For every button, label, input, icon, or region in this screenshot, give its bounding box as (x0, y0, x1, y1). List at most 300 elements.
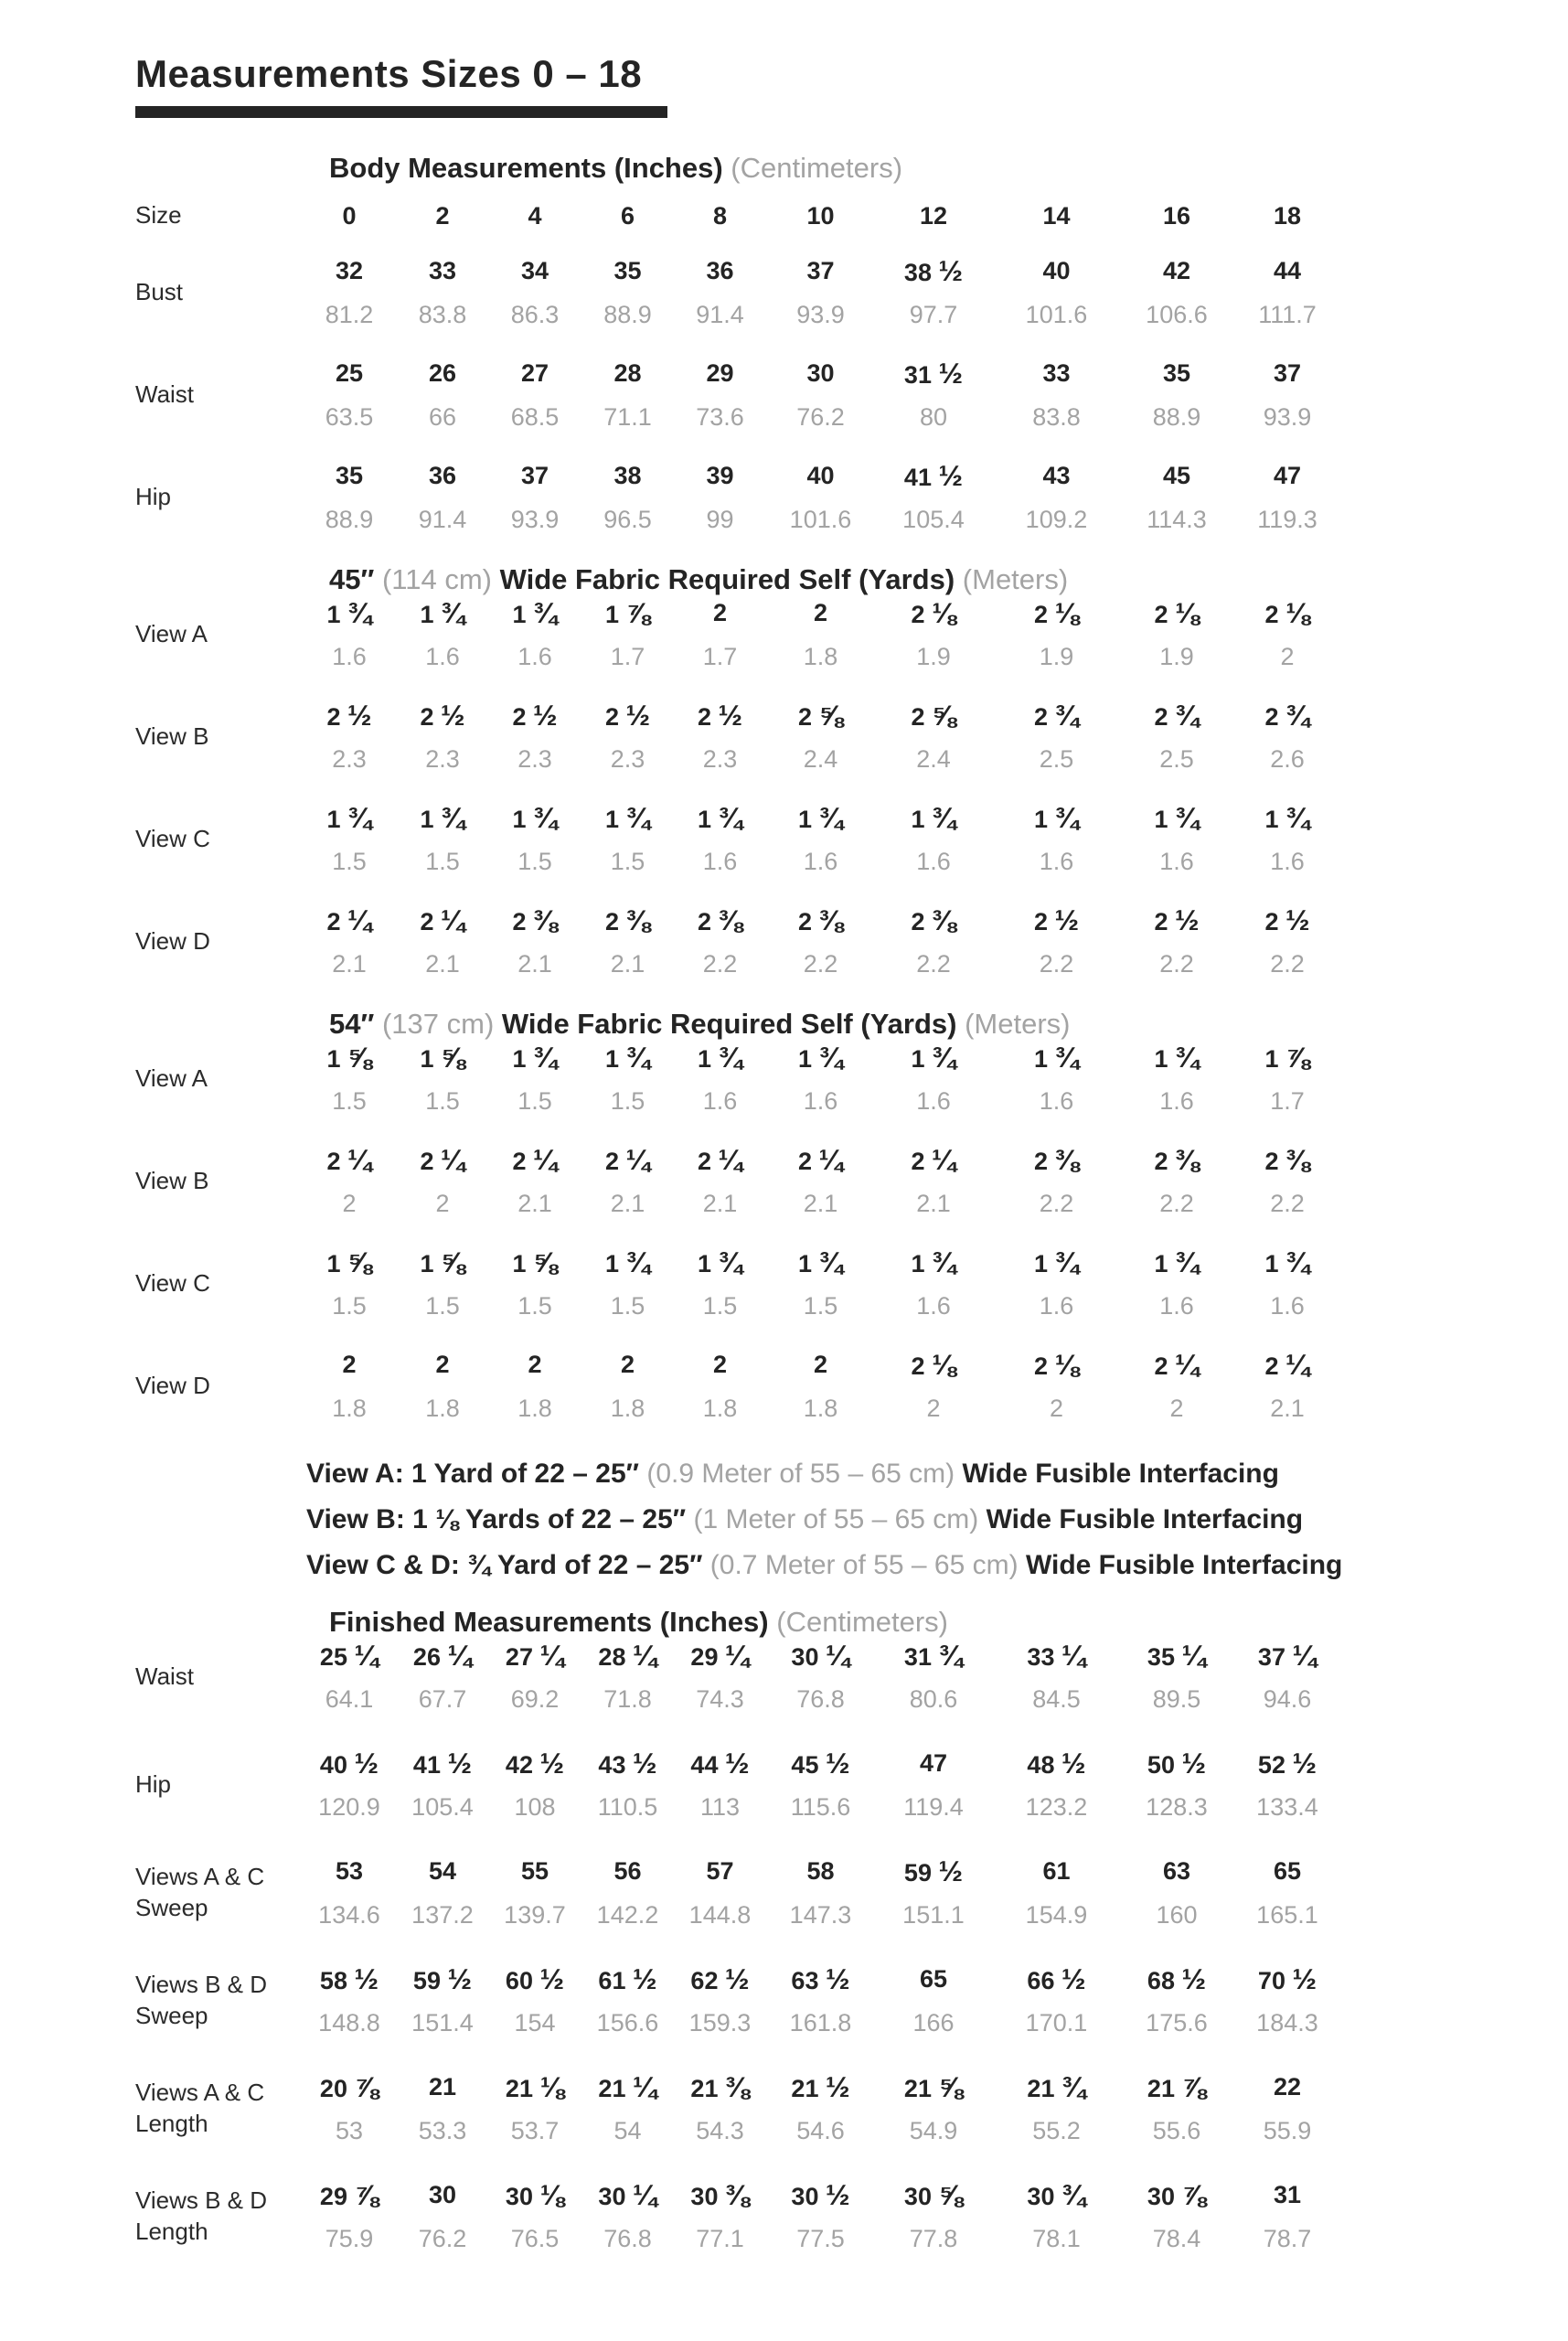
value-cell: 71.1 (603, 403, 652, 432)
value-cell: 2 ¼ (797, 1143, 844, 1177)
value-cell: 2.6 (1270, 745, 1305, 774)
yards-values (302, 1144, 1342, 1177)
size-values (302, 200, 1342, 231)
value-cell: 47 (1273, 462, 1302, 490)
value-cell: 2 (813, 1351, 828, 1379)
value-cell: 26 (428, 359, 457, 388)
value-cell: 74.3 (696, 1685, 744, 1714)
value-cell: 2 ⅛ (1033, 1348, 1080, 1382)
value-cell: 101.6 (1025, 301, 1088, 329)
value-cell: 2.1 (702, 1190, 738, 1218)
value-cell: 65 (1273, 1857, 1302, 1886)
value-cell: 2 ⅜ (697, 903, 743, 937)
value-cell: 2.3 (425, 745, 460, 774)
cm-values (302, 401, 1342, 433)
value-cell: 2 ¾ (1033, 699, 1080, 732)
value-cell: 2 (435, 1190, 450, 1218)
value-cell: 2.2 (916, 950, 951, 978)
value-cell: 78.4 (1152, 2225, 1201, 2253)
value-cell: 1.6 (702, 1087, 738, 1116)
value-cell: 41 ½ (412, 1747, 473, 1780)
value-cell: 59 ½ (412, 1962, 473, 1996)
value-cell: 37 (806, 257, 835, 285)
value-cell: 1 ¾ (326, 801, 372, 835)
value-cell: 76.2 (796, 403, 845, 432)
value-cell: 28 (613, 359, 642, 388)
value-cell: 1.5 (803, 1292, 838, 1320)
value-cell: 1 ¾ (1154, 801, 1200, 835)
value-cell: 58 ½ (319, 1962, 379, 1996)
value-cell: 2 (342, 1190, 357, 1218)
value-cell: 1 ¾ (1154, 1245, 1200, 1279)
value-cell: 42 ½ (505, 1747, 565, 1780)
value-cell: 108 (514, 1793, 556, 1822)
heading-muted: (Centimeters) (776, 1606, 949, 1639)
value-cell: 1.6 (425, 643, 460, 671)
value-cell: 1 ¾ (1033, 1041, 1080, 1074)
yards-values (302, 1246, 1342, 1279)
heading-size: 54″ (329, 1008, 375, 1041)
value-cell: 2 ⅛ (911, 596, 956, 630)
value-cell: 68.5 (510, 403, 560, 432)
value-cell: 41 ½ (903, 459, 964, 493)
value-cell: 93.9 (796, 301, 845, 329)
value-cell: 109.2 (1025, 506, 1088, 534)
row-label: View C (135, 1269, 210, 1298)
table-row-view-b (135, 700, 1568, 775)
value-cell: 36 (706, 257, 734, 285)
value-cell: 151.4 (411, 2009, 474, 2037)
value-cell: 160 (1156, 1901, 1198, 1929)
value-cell: 1 ¾ (1154, 1041, 1200, 1074)
value-cell: 56 (613, 1857, 642, 1886)
value-cell: 114.3 (1147, 506, 1207, 534)
value-cell: 2 (620, 1351, 635, 1379)
value-cell: 137.2 (411, 1901, 474, 1929)
value-cell: 2 ⅜ (1154, 1143, 1200, 1177)
value-cell: 110.5 (597, 1793, 658, 1822)
value-cell: 120.9 (318, 1793, 380, 1822)
value-cell: 91.4 (418, 506, 467, 534)
value-cell: 2 (1280, 643, 1295, 671)
value-cell: 30 ¼ (598, 2178, 657, 2212)
value-cell: 21 ⅛ (505, 2070, 565, 2104)
value-cell: 1 ¾ (911, 1041, 956, 1074)
value-cell: 2 ¼ (1154, 1348, 1200, 1382)
value-cell: 77.1 (696, 2225, 744, 2253)
row-label: Waist (135, 1662, 195, 1691)
value-cell: 2 ⅜ (911, 903, 956, 937)
value-cell: 1 ¾ (512, 801, 558, 835)
heading-muted: (Meters) (962, 563, 1069, 596)
note-view-c-d: View C & D: ¾ Yard of 22 – 25″ (0.7 Meter of 55 – 65 cm) Wide Fusible Interfacing (306, 1550, 1343, 1581)
value-cell: 61 ½ (598, 1962, 657, 1996)
value-cell: 8 (712, 202, 728, 230)
note-view-a: View A: 1 Yard of 22 – 25″ (0.9 Meter of 55 – 65 cm) Wide Fusible Interfacing (306, 1459, 1279, 1490)
row-label: Bust (135, 278, 184, 306)
value-cell: 16 (1162, 202, 1191, 230)
value-cell: 2 ½ (697, 699, 743, 732)
value-cell: 165.1 (1256, 1901, 1318, 1929)
value-cell: 1.6 (702, 848, 738, 876)
row-label: Hip (135, 483, 172, 511)
value-cell: 1.5 (332, 848, 367, 876)
table-row-bust (135, 255, 1568, 330)
value-cell: 55 (520, 1857, 549, 1886)
table-row-view-c (135, 802, 1568, 877)
value-cell: 1.6 (1039, 1292, 1074, 1320)
value-cell: 29 ⅞ (319, 2178, 379, 2212)
value-cell: 88.9 (325, 506, 374, 534)
value-cell: 50 ½ (1147, 1747, 1207, 1780)
value-cell: 1.6 (1270, 1292, 1305, 1320)
value-cell: 36 (428, 462, 457, 490)
value-cell: 21 ¼ (598, 2070, 657, 2104)
yards-values (302, 700, 1342, 732)
table-row-view-a (135, 597, 1568, 672)
heading-size-cm: (114 cm) (381, 563, 492, 596)
value-cell: 2.1 (517, 1190, 552, 1218)
heading-size-cm: (137 cm) (381, 1008, 495, 1041)
value-cell: 30 ⅛ (505, 2178, 565, 2212)
value-cell: 64.1 (325, 1685, 374, 1714)
value-cell: 43 (1042, 462, 1071, 490)
inches-values (302, 460, 1342, 493)
value-cell: 1.9 (1159, 643, 1194, 671)
value-cell: 154 (514, 2009, 556, 2037)
value-cell: 58 (806, 1857, 835, 1886)
value-cell: 37 (520, 462, 549, 490)
page-title: Measurements Sizes 0 – 18 (135, 52, 643, 95)
row-label: Views B & D Sweep (135, 1971, 268, 2030)
value-cell: 1 ¾ (1033, 801, 1080, 835)
value-cell: 2.1 (803, 1190, 838, 1218)
value-cell: 1.5 (332, 1292, 367, 1320)
meters-values (302, 1085, 1342, 1117)
value-cell: 81.2 (325, 301, 374, 329)
value-cell: 10 (806, 202, 835, 230)
value-cell: 1 ¾ (326, 596, 372, 630)
value-cell: 30 ⅞ (1147, 2178, 1207, 2212)
value-cell: 44 (1273, 257, 1302, 285)
value-cell: 70 ½ (1257, 1962, 1317, 1996)
value-cell: 2 (528, 1351, 542, 1379)
value-cell: 80 (919, 403, 948, 432)
value-cell: 2 ⅛ (1154, 596, 1200, 630)
value-cell: 1.6 (1270, 848, 1305, 876)
value-cell: 78.7 (1263, 2225, 1312, 2253)
value-cell: 1.5 (425, 848, 460, 876)
fabric-54-heading (329, 1007, 1568, 1042)
meters-values (302, 1188, 1342, 1219)
value-cell: 35 (335, 462, 364, 490)
value-cell: 67.7 (418, 1685, 467, 1714)
meters-values (302, 641, 1342, 672)
value-cell: 32 (335, 257, 364, 285)
value-cell: 2 ½ (420, 699, 465, 732)
value-cell: 83.8 (1032, 403, 1081, 432)
value-cell: 2 ⅛ (1033, 596, 1080, 630)
value-cell: 30 ⅝ (903, 2178, 964, 2212)
value-cell: 73.6 (696, 403, 744, 432)
value-cell: 38 (613, 462, 642, 490)
value-cell: 30 ⅜ (690, 2178, 750, 2212)
table-row-ac-sweep (135, 1855, 1568, 1930)
value-cell: 2.2 (702, 950, 738, 978)
heading-main: Finished Measurements (Inches) (329, 1606, 769, 1639)
table-row-waist (135, 358, 1568, 433)
value-cell: 45 ½ (791, 1747, 850, 1780)
heading-main: Wide Fabric Required Self (Yards) (499, 563, 955, 596)
value-cell: 2.4 (916, 745, 951, 774)
row-label: Views A & C Sweep (135, 1863, 265, 1922)
row-label: Views A & C Length (135, 2079, 265, 2138)
value-cell: 2 ½ (1264, 903, 1310, 937)
value-cell: 1.6 (517, 643, 552, 671)
value-cell: 1.6 (916, 1087, 951, 1116)
value-cell: 53.7 (510, 2117, 560, 2145)
value-cell: 75.9 (325, 2225, 374, 2253)
value-cell: 28 ¼ (598, 1639, 657, 1673)
value-cell: 2.4 (803, 745, 838, 774)
value-cell: 1 ¾ (604, 801, 651, 835)
cm-values (302, 2223, 1342, 2254)
value-cell: 2 ⅜ (1264, 1143, 1310, 1177)
value-cell: 133.4 (1256, 1793, 1318, 1822)
value-cell: 42 (1162, 257, 1191, 285)
value-cell: 1 ¾ (1264, 801, 1310, 835)
value-cell: 113 (699, 1793, 741, 1822)
note-view-b: View B: 1 ⅛ Yards of 22 – 25″ (1 Meter of 55 – 65 cm) Wide Fusible Interfacing (306, 1504, 1304, 1535)
value-cell: 147.3 (789, 1901, 852, 1929)
value-cell: 18 (1273, 202, 1302, 230)
value-cell: 151.1 (902, 1901, 965, 1929)
row-label: Views B & D Length (135, 2186, 268, 2246)
row-label: View B (135, 722, 209, 751)
table-row-view-b (135, 1144, 1568, 1219)
value-cell: 37 ¼ (1257, 1639, 1317, 1673)
value-cell: 2 ½ (1154, 903, 1200, 937)
value-cell: 111.7 (1258, 301, 1317, 329)
value-cell: 30 ¼ (791, 1639, 850, 1673)
value-cell: 65 (919, 1965, 948, 1994)
value-cell: 2.5 (1039, 745, 1074, 774)
value-cell: 1.8 (803, 1395, 838, 1423)
value-cell: 2 ¼ (326, 1143, 372, 1177)
value-cell: 1 ¾ (1264, 1245, 1310, 1279)
value-cell: 1.5 (425, 1087, 460, 1116)
value-cell: 2.1 (1270, 1395, 1305, 1423)
value-cell: 2 ¼ (420, 1143, 465, 1177)
cm-values (302, 1791, 1342, 1823)
meters-values (302, 1290, 1342, 1321)
value-cell: 35 (1162, 359, 1191, 388)
value-cell: 77.8 (909, 2225, 958, 2253)
value-cell: 34 (520, 257, 549, 285)
table-row-bd-length (135, 2179, 1568, 2254)
value-cell: 123.2 (1025, 1793, 1088, 1822)
value-cell: 2.1 (332, 950, 367, 978)
value-cell: 1.8 (517, 1395, 552, 1423)
value-cell: 2 ¼ (326, 903, 372, 937)
value-cell: 2 ½ (1033, 903, 1080, 937)
value-cell: 62 ½ (690, 1962, 750, 1996)
meters-values (302, 846, 1342, 877)
meters-values (302, 743, 1342, 775)
value-cell: 1 ⅝ (420, 1041, 465, 1074)
value-cell: 2.2 (1270, 1190, 1305, 1218)
value-cell: 40 (806, 462, 835, 490)
value-cell: 2 ⅜ (1033, 1143, 1080, 1177)
yards-values (302, 802, 1342, 835)
table-row-ac-length (135, 2071, 1568, 2146)
inches-values (302, 1640, 1342, 1673)
value-cell: 119.4 (903, 1793, 964, 1822)
value-cell: 71.8 (603, 1685, 652, 1714)
value-cell: 93.9 (510, 506, 560, 534)
value-cell: 25 (335, 359, 364, 388)
value-cell: 84.5 (1032, 1685, 1081, 1714)
cm-values (302, 504, 1342, 535)
cm-values (302, 1899, 1342, 1930)
value-cell: 39 (706, 462, 734, 490)
value-cell: 2 ½ (512, 699, 558, 732)
table-row-view-c (135, 1246, 1568, 1321)
value-cell: 2 (926, 1395, 941, 1423)
value-cell: 33 (428, 257, 457, 285)
value-cell: 31 ¾ (903, 1639, 964, 1673)
value-cell: 2 ½ (326, 699, 372, 732)
row-label: Size (135, 201, 182, 230)
value-cell: 1 ⅝ (420, 1245, 465, 1279)
value-cell: 2 ½ (604, 699, 651, 732)
fabric-45-heading (329, 562, 1568, 597)
value-cell: 2.5 (1159, 745, 1194, 774)
finished-measurements-section (135, 1605, 1568, 2254)
inches-values (302, 1748, 1342, 1780)
value-cell: 2 (435, 202, 450, 230)
value-cell: 29 (706, 359, 734, 388)
row-label: View D (135, 927, 210, 956)
value-cell: 1.5 (610, 848, 645, 876)
value-cell: 2 ¼ (512, 1143, 558, 1177)
value-cell: 1 ¾ (797, 801, 844, 835)
value-cell: 44 ½ (690, 1747, 750, 1780)
value-cell: 89.5 (1152, 1685, 1201, 1714)
value-cell: 1.6 (1159, 1087, 1194, 1116)
value-cell: 1 ¾ (697, 1245, 743, 1279)
value-cell: 21 (428, 2073, 457, 2101)
value-cell: 184.3 (1256, 2009, 1318, 2037)
value-cell: 2.2 (1039, 950, 1074, 978)
value-cell: 1.8 (803, 643, 838, 671)
value-cell: 26 ¼ (412, 1639, 473, 1673)
fabric-54-section (135, 1007, 1568, 1424)
value-cell: 2.2 (1270, 950, 1305, 978)
value-cell: 2.2 (803, 950, 838, 978)
value-cell: 128.3 (1146, 1793, 1208, 1822)
value-cell: 1.6 (916, 848, 951, 876)
cm-values (302, 299, 1342, 330)
value-cell: 2.2 (1159, 950, 1194, 978)
heading-main: Body Measurements (Inches) (329, 152, 723, 185)
value-cell: 1 ¾ (420, 801, 465, 835)
value-cell: 33 ¼ (1027, 1639, 1086, 1673)
cm-values (302, 2007, 1342, 2038)
table-row-finished-hip (135, 1748, 1568, 1823)
value-cell: 2 ¼ (604, 1143, 651, 1177)
value-cell: 29 ¼ (690, 1639, 750, 1673)
value-cell: 1 ⅞ (604, 596, 651, 630)
value-cell: 2 ¼ (697, 1143, 743, 1177)
value-cell: 1.8 (610, 1395, 645, 1423)
value-cell: 1.6 (1159, 848, 1194, 876)
value-cell: 154.9 (1025, 1901, 1088, 1929)
value-cell: 66 (428, 403, 457, 432)
value-cell: 63 ½ (791, 1962, 850, 1996)
value-cell: 2 ⅜ (797, 903, 844, 937)
value-cell: 2 ⅝ (911, 699, 956, 732)
value-cell: 54.9 (909, 2117, 958, 2145)
meters-values (302, 948, 1342, 979)
value-cell: 2 (1169, 1395, 1184, 1423)
value-cell: 88.9 (603, 301, 652, 329)
value-cell: 1.5 (517, 1087, 552, 1116)
heading-muted: (Meters) (965, 1008, 1071, 1041)
value-cell: 2.2 (1159, 1190, 1194, 1218)
value-cell: 2 ⅝ (797, 699, 844, 732)
inches-values (302, 255, 1342, 288)
inches-values (302, 2071, 1342, 2104)
value-cell: 2.3 (332, 745, 367, 774)
value-cell: 78.1 (1032, 2225, 1081, 2253)
value-cell: 54 (428, 1857, 457, 1886)
value-cell: 2.1 (517, 950, 552, 978)
table-row-hip (135, 460, 1568, 535)
value-cell: 1.6 (1039, 848, 1074, 876)
value-cell: 27 (520, 359, 549, 388)
value-cell: 1 ¾ (1033, 1245, 1080, 1279)
value-cell: 142.2 (596, 1901, 659, 1929)
value-cell: 68 ½ (1147, 1962, 1207, 1996)
value-cell: 1 ⅞ (1264, 1041, 1310, 1074)
value-cell: 69.2 (510, 1685, 560, 1714)
value-cell: 76.2 (418, 2225, 467, 2253)
yards-values (302, 1349, 1342, 1382)
value-cell: 21 ⅜ (690, 2070, 750, 2104)
value-cell: 161.8 (789, 2009, 852, 2037)
value-cell: 21 ⅞ (1147, 2070, 1207, 2104)
value-cell: 76.8 (796, 1685, 845, 1714)
inches-values (302, 1855, 1342, 1888)
value-cell: 1 ¾ (797, 1245, 844, 1279)
value-cell: 1 ¾ (697, 801, 743, 835)
value-cell: 61 (1042, 1857, 1071, 1886)
value-cell: 1.6 (1159, 1292, 1194, 1320)
value-cell: 1 ¾ (512, 596, 558, 630)
value-cell: 2 ⅜ (512, 903, 558, 937)
value-cell: 1 ¾ (911, 801, 956, 835)
value-cell: 77.5 (796, 2225, 845, 2253)
value-cell: 43 ½ (598, 1747, 657, 1780)
value-cell: 38 ½ (903, 254, 964, 288)
value-cell: 30 ¾ (1027, 2178, 1086, 2212)
value-cell: 2.2 (1039, 1190, 1074, 1218)
value-cell: 1 ⅝ (326, 1041, 372, 1074)
heading-muted: (Centimeters) (731, 152, 903, 185)
value-cell: 48 ½ (1027, 1747, 1086, 1780)
value-cell: 54.6 (796, 2117, 845, 2145)
